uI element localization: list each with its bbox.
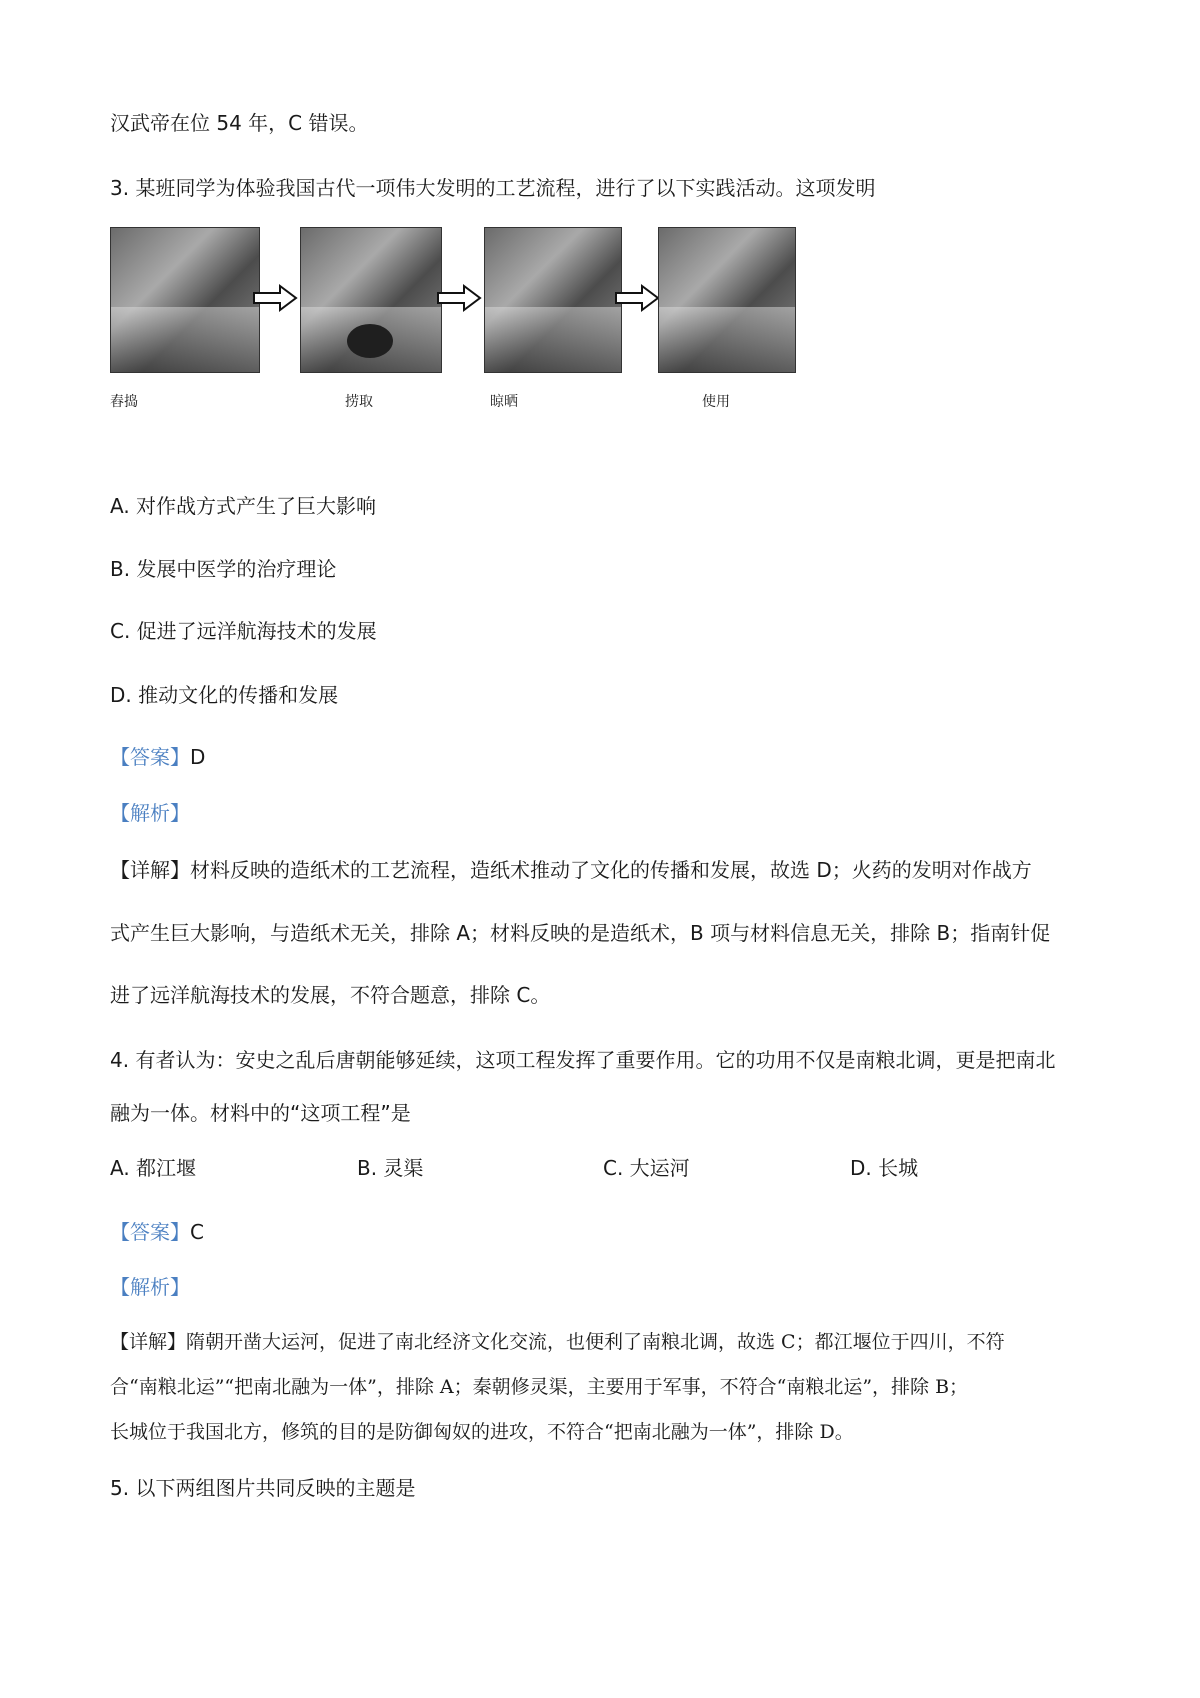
q3-detail-line-1: 【详解】材料反映的造纸术的工艺流程，造纸术推动了文化的传播和发展，故选 D；火药的发明对作战方 bbox=[110, 858, 1032, 882]
caption-pounding: 舂捣 bbox=[110, 394, 138, 410]
photo-scooping bbox=[300, 227, 442, 373]
caption-using: 使用 bbox=[702, 394, 730, 410]
q4-detail-line-3: 长城位于我国北方，修筑的目的是防御匈奴的进攻，不符合“把南北融为一体”，排除 D。 bbox=[110, 1421, 854, 1443]
question-5-stem: 5. 以下两组图片共同反映的主题是 bbox=[110, 1476, 416, 1500]
q4-option-b: B. 灵渠 bbox=[357, 1156, 424, 1180]
question-4-stem-line-1: 4. 有者认为：安史之乱后唐朝能够延续，这项工程发挥了重要作用。它的功用不仅是南粮北调，更是把南北 bbox=[110, 1048, 1056, 1072]
question-4-stem-line-2: 融为一体。材料中的“这项工程”是 bbox=[110, 1101, 411, 1125]
photo-using bbox=[658, 227, 796, 373]
previous-answer-tail: 汉武帝在位 54 年，C 错误。 bbox=[110, 111, 369, 135]
q4-option-c: C. 大运河 bbox=[603, 1156, 690, 1180]
q3-analysis-tag: 【解析】 bbox=[110, 801, 190, 825]
answer-value: C bbox=[190, 1220, 204, 1244]
answer-tag: 【答案】 bbox=[110, 745, 190, 769]
photo-drying bbox=[484, 227, 622, 373]
q4-analysis-tag: 【解析】 bbox=[110, 1275, 190, 1299]
q3-option-d: D. 推动文化的传播和发展 bbox=[110, 683, 339, 707]
q4-detail-line-1: 【详解】隋朝开凿大运河，促进了南北经济文化交流，也便利了南粮北调，故选 C；都江堰位于四川，不符 bbox=[110, 1331, 1005, 1353]
arrow-right-icon bbox=[252, 284, 298, 312]
answer-tag: 【答案】 bbox=[110, 1220, 190, 1244]
caption-drying: 晾晒 bbox=[490, 394, 518, 410]
arrow-right-icon bbox=[436, 284, 482, 312]
q4-option-a: A. 都江堰 bbox=[110, 1156, 197, 1180]
q3-detail-line-3: 进了远洋航海技术的发展，不符合题意，排除 C。 bbox=[110, 983, 551, 1007]
q3-option-b: B. 发展中医学的治疗理论 bbox=[110, 557, 337, 581]
q4-answer bbox=[110, 1219, 204, 1245]
q4-detail-line-2: 合“南粮北运”“把南北融为一体”，排除 A；秦朝修灵渠，主要用于军事，不符合“南粮北运”，排除 B； bbox=[110, 1376, 969, 1398]
q4-option-d: D. 长城 bbox=[850, 1156, 919, 1180]
caption-scooping: 捞取 bbox=[345, 394, 373, 410]
q3-detail-line-2: 式产生巨大影响，与造纸术无关，排除 A；材料反映的是造纸术，B 项与材料信息无关，排除 B；指南针促 bbox=[110, 921, 1051, 945]
q3-option-c: C. 促进了远洋航海技术的发展 bbox=[110, 619, 377, 643]
photo-pounding bbox=[110, 227, 260, 373]
question-3-stem: 3. 某班同学为体验我国古代一项伟大发明的工艺流程，进行了以下实践活动。这项发明 bbox=[110, 176, 876, 200]
answer-value: D bbox=[190, 745, 206, 769]
arrow-right-icon bbox=[614, 284, 660, 312]
q3-answer bbox=[110, 744, 205, 770]
q3-option-a: A. 对作战方式产生了巨大影响 bbox=[110, 494, 377, 518]
